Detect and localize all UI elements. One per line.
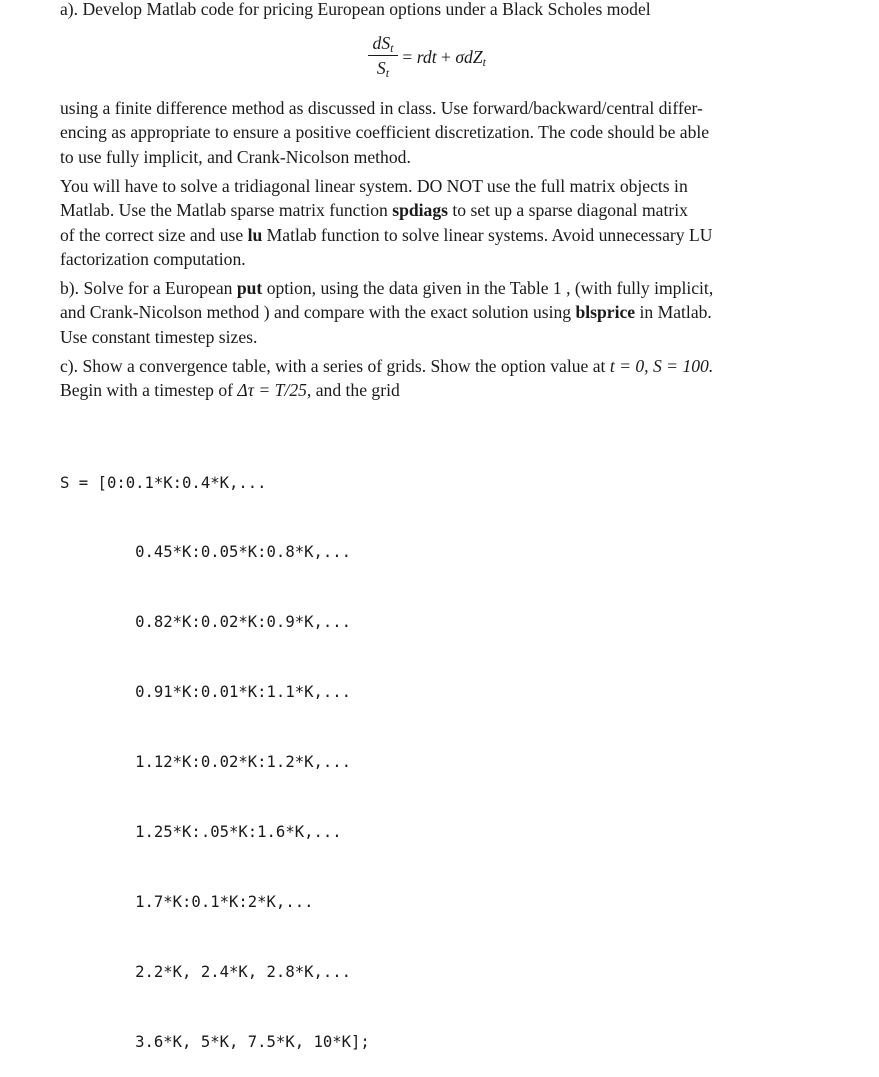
- part-a-intro: a). Develop Matlab code for pricing European options under a Black Scholes model: [60, 0, 651, 19]
- text-line: b). Solve for a European put option, using the data given in the Table 1 , (with fully implicit,: [60, 278, 714, 298]
- grid-code-block: [60, 425, 370, 1077]
- code-line: 1.12*K:0.02*K:1.2*K,...: [60, 753, 352, 772]
- lu-keyword: lu: [247, 224, 263, 245]
- text-line: of the correct size and use lu Matlab function to solve linear systems. Avoid unnecessary LU: [60, 224, 713, 245]
- inline-math: Δτ = T/25,: [237, 380, 312, 401]
- part-c-paragraph: [60, 354, 830, 403]
- code-line: 0.91*K:0.01*K:1.1*K,...: [60, 683, 352, 702]
- code-line: 0.82*K:0.02*K:0.9*K,...: [60, 613, 352, 632]
- text-line: Begin with a timestep of Δτ = T/25, and the grid: [60, 380, 400, 401]
- inline-math: t = 0, S = 100.: [609, 356, 714, 376]
- text-line: factorization computation.: [60, 248, 246, 269]
- equation-fraction: [368, 32, 398, 79]
- part-a-paragraph-2: [60, 174, 830, 271]
- blsprice-keyword: blsprice: [575, 302, 636, 323]
- text-line: and Crank-Nicolson method ) and compare with the exact solution using blsprice in Matlab.: [60, 302, 712, 323]
- equation-rhs: = rdt + σdZ$_t$: [398, 47, 486, 69]
- part-b-paragraph: [60, 276, 830, 349]
- part-a-paragraph-1: [60, 96, 830, 169]
- text-line: encing as appropriate to ensure a positive coefficient discretization. The code should be able: [60, 122, 710, 143]
- spdiags-keyword: spdiags: [392, 200, 448, 221]
- code-line: 1.7*K:0.1*K:2*K,...: [60, 892, 314, 911]
- text-line: Use constant timestep sizes.: [60, 326, 258, 347]
- code-line: 1.25*K:.05*K:1.6*K,...: [60, 823, 342, 842]
- code-line: 2.2*K, 2.4*K, 2.8*K,...: [60, 962, 352, 981]
- code-line: S = [0:0.1*K:0.4*K,...: [60, 473, 267, 492]
- text-line: You will have to solve a tridiagonal linear system. DO NOT use the full matrix objects in: [60, 176, 688, 196]
- black-scholes-equation: [368, 32, 568, 88]
- text-line: to use fully implicit, and Crank-Nicolson method.: [60, 146, 411, 167]
- code-line: 0.45*K:0.05*K:0.8*K,...: [60, 543, 352, 562]
- equation-numerator: $dS_t$: [372, 33, 394, 55]
- text-line: using a finite difference method as discussed in class. Use forward/backward/central differ-: [60, 98, 703, 118]
- put-keyword: put: [236, 278, 263, 298]
- text-line: Matlab. Use the Matlab sparse matrix function spdiags to set up a sparse diagonal matrix: [60, 200, 688, 221]
- text-line: c). Show a convergence table, with a series of grids. Show the option value at t = 0, S = 100.: [60, 356, 714, 376]
- equation-denominator: $S_t$: [376, 58, 390, 80]
- code-line: 3.6*K, 5*K, 7.5*K, 10*K];: [60, 1032, 370, 1051]
